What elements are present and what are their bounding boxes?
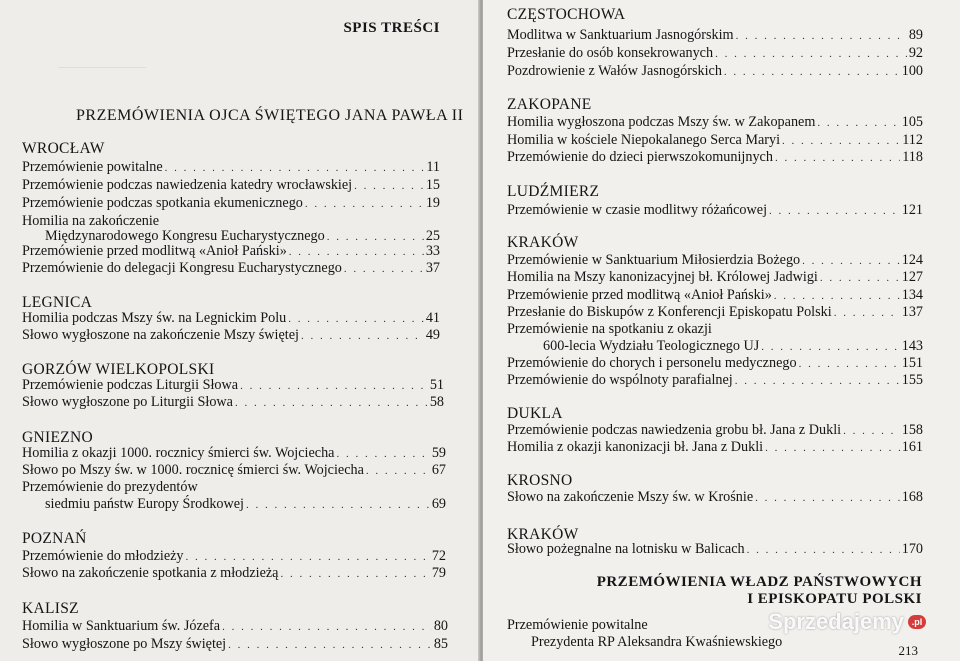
entry-page: 15	[425, 177, 440, 193]
entry-page: 25	[425, 228, 440, 244]
entry-page: 155	[901, 372, 923, 388]
dot-leader	[747, 541, 900, 559]
toc-entry[interactable]	[507, 438, 923, 457]
entry-text: Przemówienie podczas nawiedzenia grobu bł. Jana z Dukli	[507, 422, 842, 438]
toc-title: SPIS TREŚCI	[343, 20, 440, 36]
toc-entry[interactable]	[22, 194, 440, 213]
dot-leader	[354, 177, 424, 195]
entry-page: 112	[902, 132, 923, 148]
toc-entry[interactable]	[22, 564, 446, 583]
section-title: GORZÓW WIELKOPOLSKI	[22, 361, 215, 378]
entry-text: Słowo wygłoszone na zakończenie Mszy świętej	[22, 327, 299, 343]
entry-page: 168	[901, 489, 923, 505]
entry-page: 121	[901, 202, 923, 218]
toc-entry[interactable]	[22, 176, 440, 195]
dot-leader	[817, 114, 899, 132]
entry-page: 72	[431, 548, 446, 564]
entry-text: Przemówienie na spotkaniu z okazji	[507, 321, 712, 337]
right-page	[483, 0, 960, 661]
entry-page: 19	[425, 195, 440, 211]
toc-entry[interactable]	[22, 635, 448, 654]
entry-text: Przemówienie do chorych i personelu medycznego	[507, 355, 797, 371]
dot-leader	[222, 618, 432, 636]
entry-page: 11	[426, 159, 440, 175]
entry-text: 600-lecia Wydziału Teologicznego UJ	[543, 338, 760, 354]
entry-page: 41	[425, 310, 440, 326]
entry-text: Homilia z okazji 1000. rocznicy śmierci św. Wojciecha	[22, 445, 335, 461]
watermark-text: Sprzedajemy	[768, 609, 904, 634]
dot-leader	[724, 63, 900, 81]
entry-page: 105	[901, 114, 923, 130]
dot-leader	[344, 260, 424, 278]
dot-leader	[775, 149, 900, 167]
entry-text: Słowo wygłoszone po Mszy świętej	[22, 636, 227, 652]
toc-entry[interactable]	[507, 113, 923, 132]
toc-entry[interactable]	[531, 633, 782, 651]
dot-leader	[820, 269, 900, 287]
entry-text: Międzynarodowego Kongresu Eucharystycznego	[45, 228, 325, 244]
show-through-text: ̵ ̵ ̵ ̵ ̵ ̵ ̵ ̵ ̵ ̵ ̵ ̵ ̵ ̵ ̵ ̵ ̵ ̵ ̵ ̵ ̵ ̵ ̵ ̵ ̵ ̵ ̵	[60, 62, 145, 74]
entry-text: siedmiu państw Europy Środkowej	[45, 496, 244, 512]
toc-entry[interactable]	[22, 326, 440, 345]
dot-leader	[165, 159, 425, 177]
entry-text: Przemówienie do dzieci pierwszokomunijnych	[507, 149, 773, 165]
section-title: LUDŹMIERZ	[507, 183, 600, 200]
entry-page: 80	[433, 618, 448, 634]
dot-leader	[228, 636, 432, 654]
toc-entry[interactable]	[507, 616, 648, 634]
entry-text: Przemówienie do wspólnoty parafialnej	[507, 372, 733, 388]
entry-page: 69	[431, 496, 446, 512]
page-number: 213	[898, 643, 918, 658]
section-title: DUKLA	[507, 405, 563, 422]
entry-text: Przemówienie do prezydentów	[22, 479, 198, 495]
toc-entry[interactable]	[507, 268, 923, 287]
dot-leader	[715, 45, 907, 63]
toc-entry[interactable]	[22, 393, 444, 412]
entry-page: 49	[425, 327, 440, 343]
dot-leader	[305, 195, 424, 213]
entry-text: Przemówienie podczas spotkania ekumenicznego	[22, 195, 303, 211]
entry-page: 124	[901, 252, 923, 268]
entry-page: 118	[902, 149, 923, 165]
toc-entry[interactable]	[507, 148, 923, 167]
entry-page: 33	[425, 243, 440, 259]
entry-page: 67	[431, 462, 446, 478]
dot-leader	[366, 462, 430, 480]
dot-leader	[765, 439, 900, 457]
dot-leader	[280, 565, 429, 583]
entry-text: Przemówienie w Sanktuarium Miłosierdzia Bożego	[507, 252, 801, 268]
section-title: KRAKÓW	[507, 234, 579, 251]
toc-entry[interactable]	[22, 259, 440, 278]
toc-entry[interactable]	[507, 320, 712, 338]
entry-page: 59	[431, 445, 446, 461]
entry-text: Modlitwa w Sanktuarium Jasnogórskim	[507, 27, 734, 43]
entry-page: 170	[901, 541, 923, 557]
watermark	[768, 609, 926, 635]
main-heading: PRZEMÓWIENIA OJCA ŚWIĘTEGO JANA PAWŁA II	[76, 107, 464, 124]
section-title: POZNAŃ	[22, 530, 87, 547]
entry-text: Przemówienie do młodzieży	[22, 548, 184, 564]
toc-entry[interactable]	[507, 201, 923, 220]
dot-leader	[834, 304, 900, 322]
entry-page: 158	[901, 422, 923, 438]
toc-entry[interactable]	[507, 26, 923, 45]
toc-entry[interactable]	[22, 158, 440, 177]
toc-entry[interactable]	[45, 495, 446, 514]
entry-page: 127	[901, 269, 923, 285]
entry-text: Słowo na zakończenie spotkania z młodzieżą	[22, 565, 279, 581]
entry-page: 134	[901, 287, 923, 303]
entry-page: 58	[429, 394, 444, 410]
dot-leader	[755, 489, 900, 507]
entry-text: Homilia na Mszy kanonizacyjnej bł. Królowej Jadwigi	[507, 269, 818, 285]
toc-entry[interactable]	[22, 617, 448, 636]
entry-text: Homilia wygłoszona podczas Mszy św. w Zakopanem	[507, 114, 816, 130]
entry-text: Homilia w Sanktuarium św. Józefa	[22, 618, 221, 634]
toc-entry[interactable]	[507, 44, 923, 63]
entry-text: Słowo wygłoszone po Liturgii Słowa	[22, 394, 233, 410]
section-title: CZĘSTOCHOWA	[507, 6, 626, 23]
second-heading-line1: PRZEMÓWIENIA WŁADZ PAŃSTWOWYCH	[596, 574, 922, 590]
entry-text: Przesłanie do Biskupów z Konferencji Episkopatu Polski	[507, 304, 832, 320]
section-title: KROSNO	[507, 472, 573, 489]
entry-text: Przemówienie powitalne	[507, 617, 648, 633]
entry-text: Przemówienie powitalne	[22, 159, 163, 175]
entry-page: 79	[431, 565, 446, 581]
section-title: KALISZ	[22, 600, 79, 617]
entry-page: 151	[901, 355, 923, 371]
entry-text: Homilia na zakończenie	[22, 213, 160, 229]
entry-page: 85	[433, 636, 448, 652]
entry-text: Pozdrowienie z Wałów Jasnogórskich	[507, 63, 722, 79]
toc-entry[interactable]	[507, 371, 923, 390]
entry-page: 89	[908, 27, 923, 43]
entry-page: 143	[901, 338, 923, 354]
toc-entry[interactable]	[507, 540, 923, 559]
dot-leader	[301, 327, 424, 345]
watermark-badge: .pl	[908, 615, 926, 629]
entry-text: Przesłanie do osób konsekrowanych	[507, 45, 714, 61]
entry-page: 51	[429, 377, 444, 393]
entry-page: 137	[901, 304, 923, 320]
entry-text: Słowo pożegnalne na lotnisku w Balicach	[507, 541, 745, 557]
entry-page: 161	[901, 439, 923, 455]
entry-text: Homilia podczas Mszy św. na Legnickim Polu	[22, 310, 287, 326]
toc-entry[interactable]	[22, 478, 198, 496]
entry-text: Przemówienie do delegacji Kongresu Eucharystycznego	[22, 260, 342, 276]
section-title: GNIEZNO	[22, 429, 93, 446]
dot-leader	[246, 496, 430, 514]
entry-text: Homilia z okazji kanonizacji bł. Jana z Dukli	[507, 439, 764, 455]
entry-text: Homilia w kościele Niepokalanego Serca Maryi	[507, 132, 781, 148]
entry-text: Przemówienie przed modlitwą «Anioł Pański»	[507, 287, 772, 303]
entry-text: Słowo na zakończenie Mszy św. w Krośnie	[507, 489, 754, 505]
entry-text: Przemówienie przed modlitwą «Anioł Pański»	[22, 243, 287, 259]
entry-text: Przemówienie w czasie modlitwy różańcowej	[507, 202, 768, 218]
entry-page: 100	[901, 63, 923, 79]
entry-text: Przemówienie podczas Liturgii Słowa	[22, 377, 239, 393]
toc-entry[interactable]	[507, 62, 923, 81]
section-title: LEGNICA	[22, 294, 93, 311]
section-title: WROCŁAW	[22, 140, 105, 157]
entry-page: 92	[908, 45, 923, 61]
second-heading-line2: I EPISKOPATU POLSKI	[747, 591, 922, 607]
toc-entry[interactable]	[507, 488, 923, 507]
entry-text: Słowo po Mszy św. w 1000. rocznicę śmierci św. Wojciecha	[22, 462, 364, 478]
dot-leader	[735, 372, 900, 390]
dot-leader	[769, 202, 900, 220]
section-title: KRAKÓW	[507, 526, 579, 543]
section-title: ZAKOPANE	[507, 96, 592, 113]
dot-leader	[235, 394, 428, 412]
entry-text: Prezydenta RP Aleksandra Kwaśniewskiego	[531, 634, 783, 650]
dot-leader	[736, 27, 907, 45]
entry-page: 37	[425, 260, 440, 276]
entry-text: Przemówienie podczas nawiedzenia katedry wrocławskiej	[22, 177, 353, 193]
